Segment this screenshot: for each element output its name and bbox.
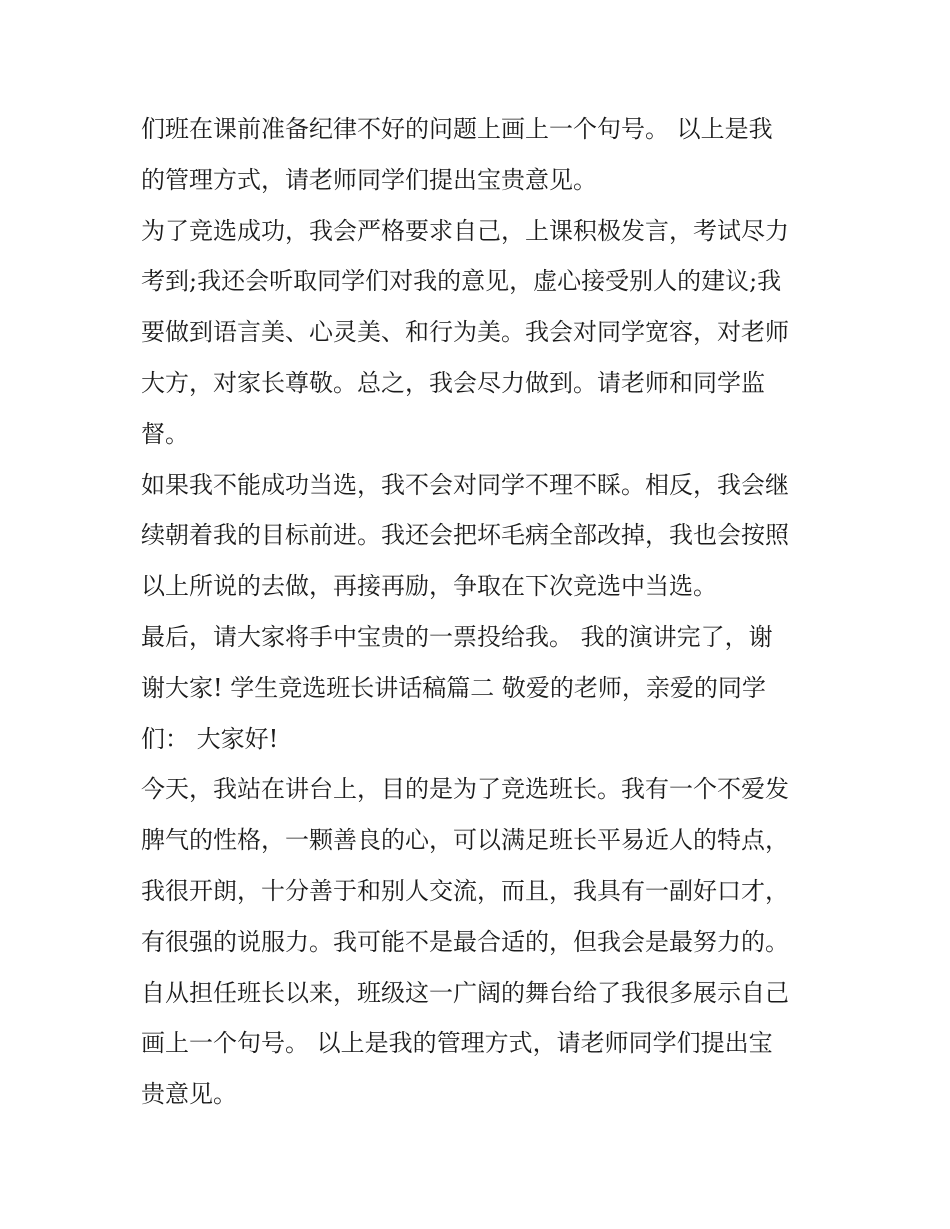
text-line: 续朝着我的目标前进。我还会把坏毛病全部改掉，我也会按照: [141, 521, 789, 550]
text-line: 自从担任班长以来，班级这一广阔的舞台给了我很多展示自己: [141, 978, 789, 1007]
text-line: 今天，我站在讲台上，目的是为了竞选班长。我有一个不爱发: [141, 775, 789, 804]
text-line: 督。: [141, 419, 189, 448]
text-line: 我很开朗，十分善于和别人交流，而且，我具有一副好口才，: [141, 876, 789, 905]
text-line: 考到;我还会听取同学们对我的意见，虚心接受别人的建议;我: [141, 267, 782, 296]
text-line: 最后，请大家将手中宝贵的一票投给我。 我的演讲完了，谢: [141, 622, 773, 651]
text-line: 的管理方式，请老师同学们提出宝贵意见。: [141, 165, 597, 194]
body-text: [141, 104, 821, 1120]
text-line: 们： 大家好!: [141, 724, 279, 753]
text-line: 画上一个句号。 以上是我的管理方式，请老师同学们提出宝: [141, 1029, 773, 1058]
text-line: 要做到语言美、心灵美、和行为美。我会对同学宽容，对老师: [141, 318, 789, 347]
text-line: 贵意见。: [141, 1080, 237, 1109]
text-line: 脾气的性格，一颗善良的心，可以满足班长平易近人的特点，: [141, 826, 789, 855]
text-line: 有很强的说服力。我可能不是最合适的，但我会是最努力的。: [141, 927, 789, 956]
text-line: 为了竞选成功，我会严格要求自己，上课积极发言，考试尽力: [141, 216, 789, 245]
text-line: 如果我不能成功当选，我不会对同学不理不睬。相反，我会继: [141, 470, 789, 499]
text-line: 以上所说的去做，再接再励，争取在下次竞选中当选。: [141, 572, 717, 601]
text-line: 大方，对家长尊敬。总之，我会尽力做到。请老师和同学监: [141, 368, 765, 397]
text-line: 们班在课前准备纪律不好的问题上画上一个句号。 以上是我: [141, 115, 773, 143]
text-line: 谢大家! 学生竞选班长讲话稿篇二 敬爱的老师，亲爱的同学: [141, 673, 766, 702]
